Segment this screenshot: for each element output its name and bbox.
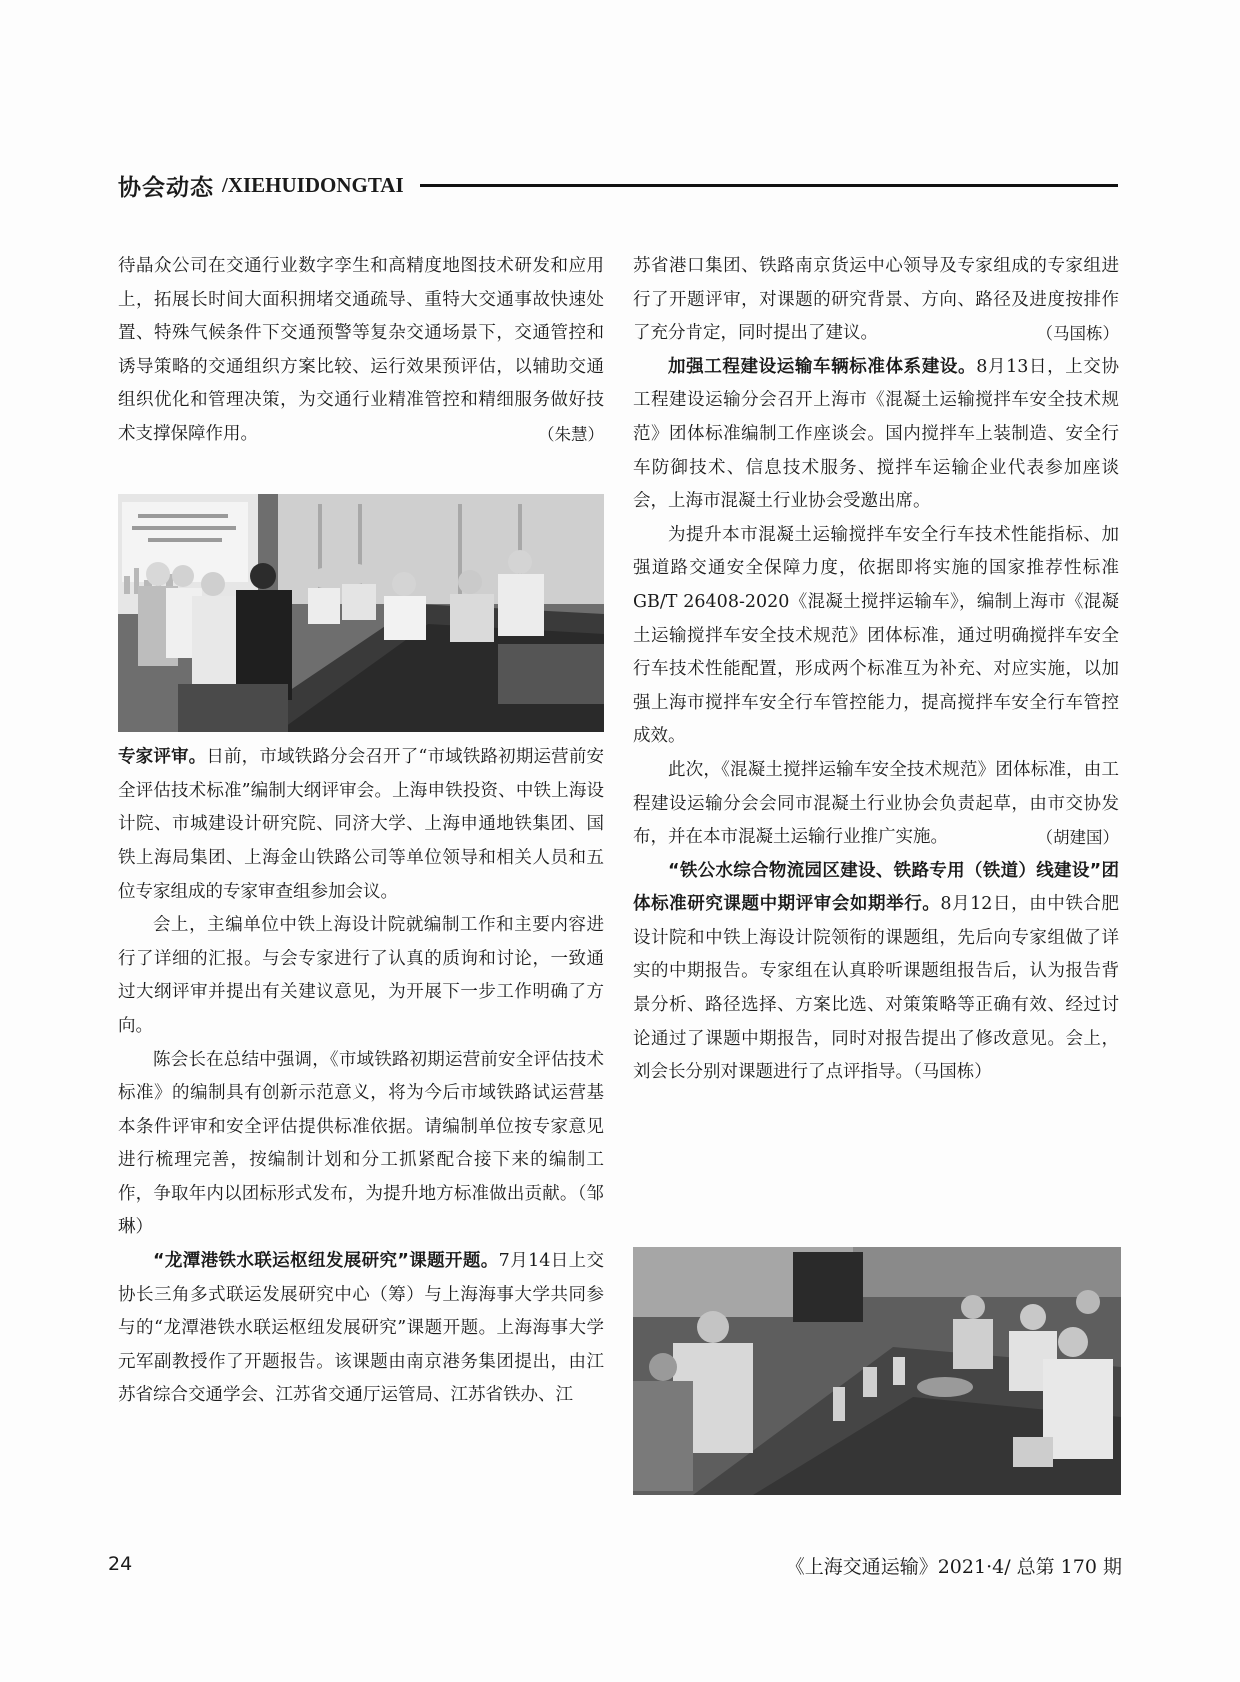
article-paragraph (118, 708, 604, 910)
article-headline: 专家评审。 (118, 747, 207, 768)
paragraph (633, 754, 1119, 855)
article-paragraph (633, 351, 1119, 519)
article-paragraph (118, 1245, 604, 1413)
journal-citation: 《上海交通运输》2021·4/ 总第 170 期 (785, 1556, 1122, 1578)
paragraph-text: 日前，市域铁路分会召开了“市域铁路初期运营前安全评估技术标准”编制大纲评审会。上海申铁投资、中铁上海设计院、市城建设计研究院、同济大学、上海申通地铁集团、国铁上海局集团、上海金山铁路公司等单位领导和相关人员和五位专家组成的专家审查组参加会议。 (118, 747, 604, 902)
left-column (118, 250, 604, 1413)
paragraph (118, 1044, 604, 1246)
article-paragraph (633, 855, 1119, 1090)
meeting-photo-1-graphic (118, 494, 604, 732)
paragraph-text: 8月12日，由中铁合肥设计院和中铁上海设计院领衔的课题组，先后向专家组做了详实的中期报告。专家组在认真聆听课题组报告后，认为报告背景分析、路径选择、方案比选、对策策略等正确有效、经过讨论通过了课题中期报告，同时对报告提出了修改意见。会上，刘会长分别对课题进行了点评指导。 (633, 894, 1120, 1083)
article-headline: “龙潭港铁水联运枢纽发展研究”课题开题。 (153, 1251, 499, 1272)
paragraph: 会上，主编单位中铁上海设计院就编制工作和主要内容进行了详细的汇报。与会专家进行了认真的质询和讨论，一致通过大纲评审并提出有关建议意见，为开展下一步工作明确了方向。 (118, 915, 604, 1036)
paragraph-text: 8月13日，上交协工程建设运输分会召开上海市《混凝土运输搅拌车安全技术规范》团体标准编制工作座谈会。国内搅拌车上装制造、安全行车防御技术、信息技术服务、搅拌车运输企业代表参加座谈会，上海市混凝土行业协会受邀出席。 (633, 356, 1120, 512)
paragraph-text: 陈会长在总结中强调，《市域铁路初期运营前安全评估技术标准》的编制具有创新示范意义，将为今后市域铁路试运营基本条件评审和安全评估提供标准依据。请编制单位按专家意见进行梳理完善，按编制计划和分工抓紧配合接下来的编制工作，争取年内以团标形式发布，为提升地方标准做出贡献。 (118, 1049, 604, 1204)
meeting-photo-2 (633, 1247, 1121, 1495)
meeting-photo-1 (118, 494, 604, 732)
meeting-photo-2-graphic (633, 1247, 1121, 1495)
article-headline: “铁公水综合物流园区建设、铁路专用（铁道）线建设”团体标准研究课题中期评审会如期举行。 (633, 860, 1119, 915)
header-rule (420, 184, 1118, 187)
paragraph (118, 250, 604, 452)
author-signature: （邹琳） (118, 1183, 605, 1238)
section-title-cn: 协会动态 (118, 174, 214, 201)
author-signature: （马国栋） (1036, 324, 1119, 344)
section-title-en: /XIEHUIDONGTAI (222, 172, 404, 197)
article-headline: 加强工程建设运输车辆标准体系建设。 (668, 356, 977, 377)
section-header (118, 170, 1118, 200)
paragraph: 为提升本市混凝土运输搅拌车安全行车技术性能指标、加强道路交通安全保障力度，依据即将实施的国家推荐性标准GB/T 26408-2020《混凝土搅拌运输车》，编制上海市《混凝土运输搅拌车安全技术规范》团体标准，通过明确搅拌车安全行车技术性能配置，形成两个标准互为补充、对应实施，以加强上海市搅拌车安全行车管控能力，提高搅拌车安全行车管控成效。 (633, 524, 1119, 747)
paragraph-text: 苏省港口集团、铁路南京货运中心领导及专家组成的专家组进行了开题评审，对课题的研究背景、方向、路径及进度按排作了充分肯定，同时提出了建议。 (633, 256, 1119, 344)
author-signature: （朱慧） (538, 424, 604, 444)
paragraph (633, 250, 1119, 351)
author-signature: （胡建国） (1036, 828, 1119, 848)
paragraph-text: 此次，《混凝土搅拌运输车安全技术规范》团体标准，由工程建设运输分会会同市混凝土行业协会负责起草，由市交协发布，并在本市混凝土运输行业推广实施。 (633, 759, 1119, 848)
paragraph-text: 待晶众公司在交通行业数字孪生和高精度地图技术研发和应用上，拓展长时间大面积拥堵交通疏导、重特大交通事故快速处置、特殊气候条件下交通预警等复杂交通场景下，交通管控和诱导策略的交通组织方案比较、运行效果预评估，以辅助交通组织优化和管理决策，为交通行业精准管控和精细服务做好技术支撑保障作用。 (118, 256, 604, 444)
right-column (633, 250, 1119, 1090)
page-number: 24 (108, 1553, 133, 1575)
author-signature: （马国栋） (913, 1062, 992, 1083)
paragraph-text: 7月14日上交协长三角多式联运发展研究中心（筹）与上海海事大学共同参与的“龙潭港铁水联运枢纽发展研究”课题开题。上海海事大学元军副教授作了开题报告。该课题由南京港务集团提出，由江苏省综合交通学会、江苏省交通厅运管局、江苏省铁办、江 (118, 1251, 604, 1406)
